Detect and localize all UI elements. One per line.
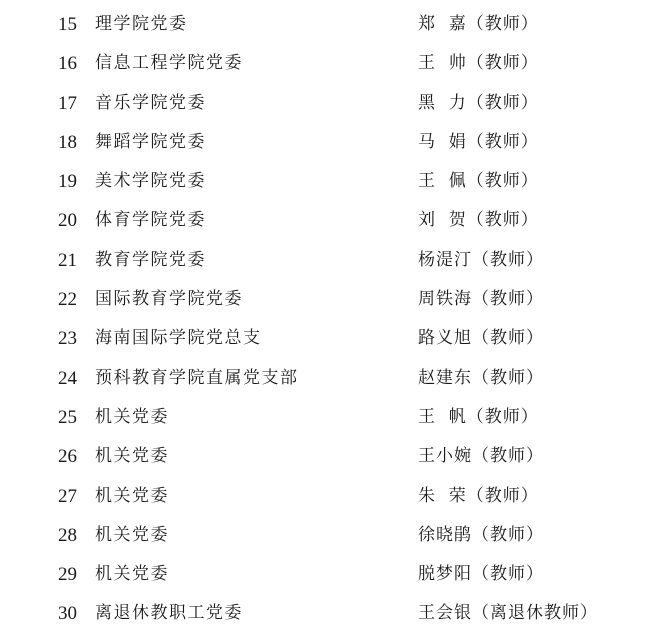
person-name: 黑 力（教师）	[418, 92, 539, 113]
roster-list	[0, 6, 650, 635]
person-name: 刘 贺（教师）	[418, 210, 539, 231]
list-item	[0, 124, 650, 163]
row-number: 26	[58, 446, 77, 468]
list-item	[0, 320, 650, 359]
list-item	[0, 360, 650, 399]
person-name: 郑 嘉（教师）	[418, 14, 539, 34]
person-name: 王 帅（教师）	[418, 53, 539, 74]
organization-name: 海南国际学院党总支	[95, 328, 262, 349]
organization-name: 音乐学院党委	[95, 92, 206, 113]
list-item	[0, 163, 650, 202]
person-name: 周铁海（教师）	[418, 289, 544, 310]
row-number: 20	[58, 210, 77, 232]
organization-name: 机关党委	[95, 524, 169, 545]
person-name: 路义旭（教师）	[418, 328, 544, 349]
row-number: 15	[58, 14, 77, 35]
organization-name: 机关党委	[95, 446, 169, 467]
organization-name: 舞蹈学院党委	[95, 131, 206, 152]
row-number: 19	[58, 171, 77, 193]
list-item	[0, 399, 650, 438]
list-item	[0, 6, 650, 45]
row-number: 18	[58, 131, 77, 153]
row-number: 16	[58, 53, 77, 75]
list-item	[0, 45, 650, 84]
row-number: 23	[58, 328, 77, 350]
list-item	[0, 242, 650, 281]
list-item	[0, 517, 650, 556]
organization-name: 理学院党委	[95, 14, 188, 34]
person-name: 王会银（离退休教师）	[418, 603, 598, 624]
person-name: 王 佩（教师）	[418, 171, 539, 192]
row-number: 21	[58, 249, 77, 271]
organization-name: 教育学院党委	[95, 249, 206, 270]
organization-name: 体育学院党委	[95, 210, 206, 231]
person-name: 马 娟（教师）	[418, 131, 539, 152]
organization-name: 信息工程学院党委	[95, 53, 243, 74]
list-item	[0, 556, 650, 595]
list-item	[0, 595, 650, 634]
person-name: 王 帆（教师）	[418, 406, 539, 427]
row-number: 27	[58, 485, 77, 507]
person-name: 脱梦阳（教师）	[418, 564, 544, 585]
row-number: 28	[58, 524, 77, 546]
person-name: 徐晓鹃（教师）	[418, 524, 544, 545]
organization-name: 机关党委	[95, 564, 169, 585]
row-number: 30	[58, 603, 77, 625]
list-item	[0, 85, 650, 124]
row-number: 24	[58, 367, 77, 389]
row-number: 17	[58, 92, 77, 114]
person-name: 朱 荣（教师）	[418, 485, 539, 506]
organization-name: 机关党委	[95, 406, 169, 427]
list-item	[0, 281, 650, 320]
organization-name: 机关党委	[95, 485, 169, 506]
organization-name: 美术学院党委	[95, 171, 206, 192]
person-name: 赵建东（教师）	[418, 367, 544, 388]
person-name: 杨湜汀（教师）	[418, 249, 544, 270]
list-item	[0, 478, 650, 517]
organization-name: 离退休教职工党委	[95, 603, 243, 624]
list-item	[0, 438, 650, 477]
organization-name: 预科教育学院直属党支部	[95, 367, 299, 388]
organization-name: 国际教育学院党委	[95, 289, 243, 310]
list-item	[0, 202, 650, 241]
row-number: 25	[58, 406, 77, 428]
row-number: 29	[58, 564, 77, 586]
person-name: 王小婉（教师）	[418, 446, 544, 467]
row-number: 22	[58, 289, 77, 311]
